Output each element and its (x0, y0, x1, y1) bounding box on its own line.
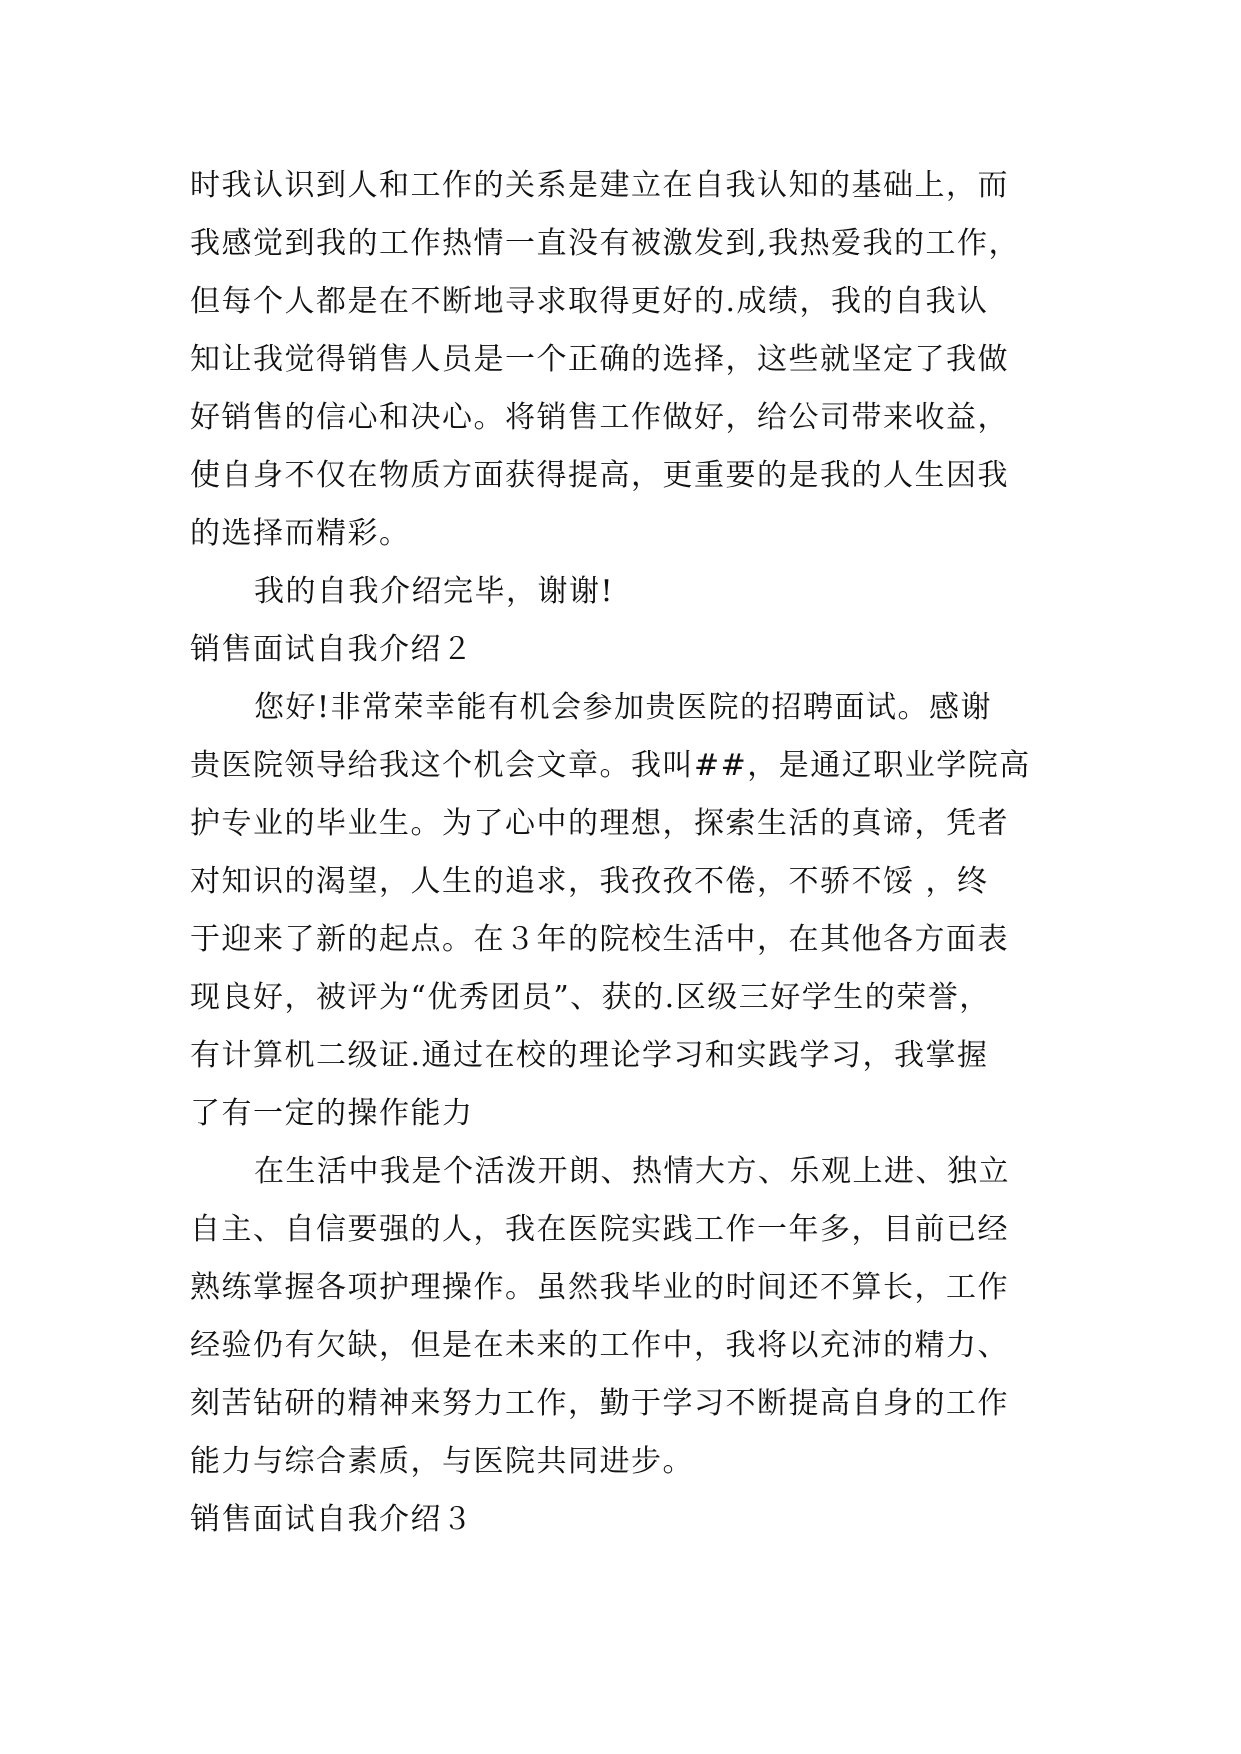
section-title: 销售面试自我介绍３ (190, 1502, 474, 1537)
paragraph-2 (190, 679, 1090, 1143)
paragraph-line: 于迎来了新的起点。在３年的院校生活中，在其他各方面表 (190, 922, 1009, 957)
section-heading-3 (190, 1491, 1090, 1549)
paragraph-line: 有计算机二级证.通过在校的理论学习和实践学习，我掌握 (190, 1038, 989, 1073)
paragraph-line: 我感觉到我的工作热情一直没有被激发到,我热爱我的工作， (190, 226, 1021, 261)
paragraph-line: 现良好，被评为“优秀团员”、获的.区级三好学生的荣誉， (190, 980, 991, 1015)
paragraph-line: 知让我觉得销售人员是一个正确的选择，这些就坚定了我做 (190, 342, 1009, 377)
paragraph-line: 对知识的渴望，人生的追求，我孜孜不倦，不骄不馁 ，终 (190, 864, 989, 899)
section-title: 销售面试自我介绍２ (190, 632, 474, 667)
paragraph-line: 自主、自信要强的人，我在医院实践工作一年多，目前已经 (190, 1212, 1009, 1247)
paragraph-line: 使自身不仅在物质方面获得提高，更重要的是我的人生因我 (190, 458, 1009, 493)
closing-paragraph (190, 563, 1090, 621)
paragraph-line: 刻苦钻研的精神来努力工作，勤于学习不断提高自身的工作 (190, 1386, 1009, 1421)
section-heading-2 (190, 621, 1090, 679)
paragraph-line: 但每个人都是在不断地寻求取得更好的.成绩，我的自我认 (190, 284, 989, 319)
paragraph-line: 了有一定的操作能力 (190, 1096, 474, 1131)
paragraph-line: 您好!非常荣幸能有机会参加贵医院的招聘面试。感谢 (254, 690, 993, 725)
closing-line: 我的自我介绍完毕，谢谢! (254, 574, 615, 609)
paragraph-line: 时我认识到人和工作的关系是建立在自我认知的基础上，而 (190, 168, 1009, 203)
paragraph-line: 贵医院领导给我这个机会文章。我叫##，是通辽职业学院高 (190, 748, 1031, 783)
paragraph-line: 熟练掌握各项护理操作。虽然我毕业的时间还不算长，工作 (190, 1270, 1009, 1305)
paragraph-line: 经验仍有欠缺，但是在未来的工作中，我将以充沛的精力、 (190, 1328, 1009, 1363)
paragraph-intro (190, 157, 1090, 563)
paragraph-line: 在生活中我是个活泼开朗、热情大方、乐观上进、独立 (254, 1154, 1010, 1189)
paragraph-3 (190, 1143, 1090, 1491)
paragraph-line: 的选择而精彩。 (190, 516, 411, 551)
paragraph-line: 能力与综合素质，与医院共同进步。 (190, 1444, 694, 1479)
paragraph-line: 护专业的毕业生。为了心中的理想，探索生活的真谛，凭者 (190, 806, 1009, 841)
paragraph-line: 好销售的信心和决心。将销售工作做好，给公司带来收益， (190, 400, 1009, 435)
